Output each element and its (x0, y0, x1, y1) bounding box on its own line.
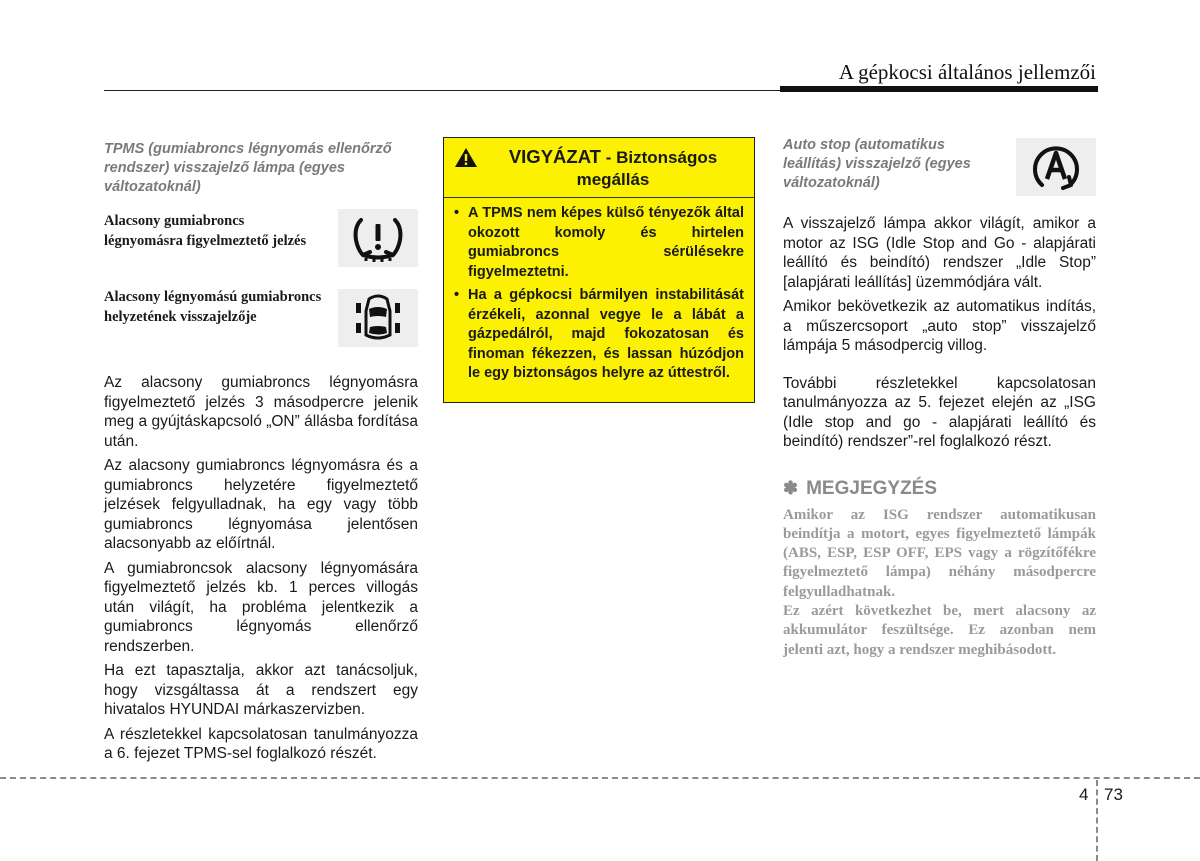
warning-box (443, 137, 755, 403)
note-paragraph: Amikor az ISG rendszer automatikusan beindítja a motort, egyes figyelmeztető lámpák (ABS, ESP, ESP OFF, EPS vagy a rögzítőfékre figyelmeztető lámpa) néhány másodpercre felgyulladhatnak. (783, 506, 1096, 600)
footer-vertical-divider (1096, 780, 1098, 861)
tpms-paragraph: A részletekkel kapcsolatosan tanulmányozza a 6. fejezet TPMS-sel foglalkozó részét. (104, 725, 418, 762)
tpms-heading: TPMS (gumiabroncs légnyomás ellenőrző rendszer) visszajelző lámpa (egyes változatoknál) (104, 141, 392, 195)
warning-list-item: • A TPMS nem képes külső tényezők által okozott komoly és hirtelen gumiabroncs sérülésekre figyelmeztetni. (454, 204, 744, 282)
tire-position-car-icon (338, 289, 418, 347)
auto-stop-icon (1016, 138, 1096, 196)
warning-header (454, 146, 744, 191)
warning-divider (444, 197, 754, 198)
warning-title-rest: - Biztonságos megállás (576, 148, 718, 189)
tpms-paragraph: A gumiabroncsok alacsony légnyomására figyelmeztető jelzés kb. 1 perces villogás után világít, ha probléma jelentkezik a gumiabroncs légnyomás ellenőrző rendszerben. (104, 559, 418, 655)
warning-list (454, 204, 744, 384)
autostop-paragraph: Amikor bekövetkezik az automatikus indítás, a műszercsoport „auto stop” visszajelző lámpája 5 másodpercig villog. (783, 298, 1096, 354)
chapter-number: 4 (1079, 785, 1089, 804)
tpms-indicator-row (104, 211, 418, 285)
tpms-paragraph: Az alacsony gumiabroncs légnyomásra figyelmeztető jelzés 3 másodpercre jelenik meg a gyújtáskapcsoló „ON” állásba fordítása után. (104, 374, 418, 450)
tpms-paragraph: Az alacsony gumiabroncs légnyomásra és a gumiabroncs helyzetére figyelmeztető jelzések felgyulladnak, ha egy vagy több gumiabroncs légnyomása jelentősen alacsonyabb az előírtnál. (104, 457, 418, 552)
autostop-paragraph: További részletekkel kapcsolatosan tanulmányozza az 5. fejezet elején az „ISG (Idle stop and go - alapjárati leállító és beindító) rendszer”-rel foglalkozó részt. (783, 374, 1096, 450)
tire-position-indicator-row (104, 287, 418, 373)
warning-triangle-icon (454, 147, 482, 173)
warning-title (482, 146, 744, 191)
warning-list-item: • Ha a gépkocsi bármilyen instabilitását érzékeli, azonnal vegye le a lábát a gázpedálról, majd fokozatosan és finoman fékezzen, és lassan húzódjon le egy biztonságos helyre az úttestről. (454, 286, 744, 384)
autostop-section (783, 136, 1096, 660)
tpms-section (104, 140, 418, 769)
tire-position-indicator-label: Alacsony légnyomású gumiabroncs helyzetének visszajelzője (104, 289, 322, 325)
note-paragraph: Ez azért következhet be, mert alacsony az akkumulátor feszültsége. Ez azonban nem jelenti azt, hogy a rendszer meghibásodott. (783, 602, 1096, 658)
tire-pressure-warning-icon (338, 209, 418, 267)
note-heading (783, 478, 1096, 500)
autostop-heading: Auto stop (automatikus leállítás) visszajelző (egyes változatoknál) (783, 137, 971, 191)
header-rule-accent (780, 86, 1098, 92)
tpms-indicator-label: Alacsony gumiabroncs légnyomásra figyelmeztető jelzés (104, 213, 307, 249)
footer-divider (0, 777, 1200, 779)
autostop-paragraph: A visszajelző lámpa akkor világít, amikor a motor az ISG (Idle Stop and Go - alapjárati leállító és beindító) rendszer „Idle Stop” [alapjárati leállítás] üzemmódjára vált. (783, 215, 1096, 291)
page-number: 73 (1104, 785, 1123, 804)
note-heading-label: MEGJEGYZÉS (806, 477, 938, 499)
autostop-header (783, 136, 1096, 206)
note-star-icon: ✽ (783, 478, 799, 498)
page-section-title: A gépkocsi általános jellemzői (838, 60, 1096, 84)
warning-title-strong: VIGYÁZAT (508, 146, 601, 167)
tpms-paragraph: Ha ezt tapasztalja, akkor azt tanácsoljuk, hogy vizsgáltassa át a rendszert egy hivatalos HYUNDAI márkaszervizben. (104, 662, 418, 718)
